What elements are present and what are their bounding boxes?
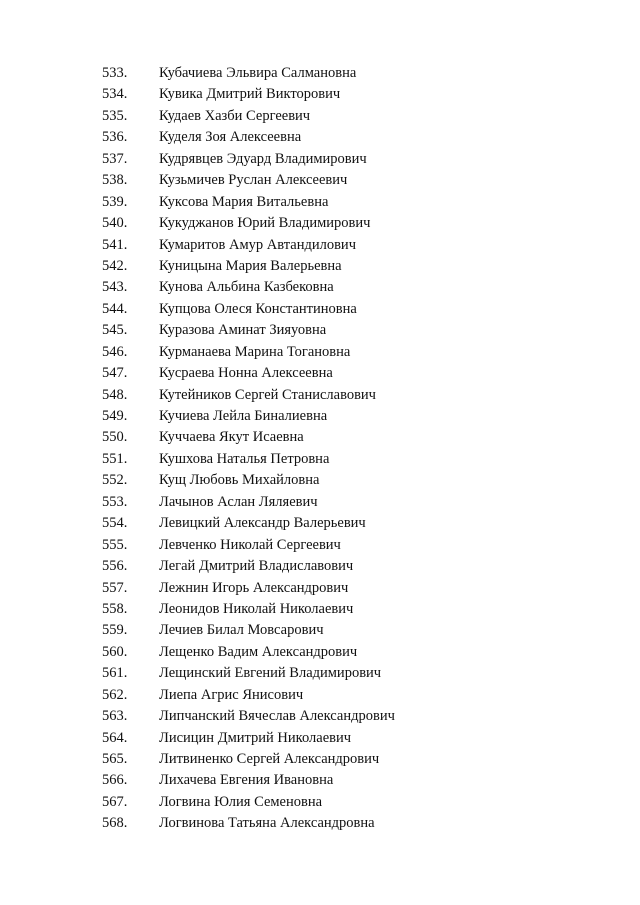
entry-number: 543. — [102, 279, 128, 296]
entry-name: Кусраева Нонна Алексеевна — [159, 365, 333, 382]
entry-name: Кукуджанов Юрий Владимирович — [159, 215, 371, 232]
entry-number: 555. — [102, 536, 128, 553]
entry-name: Курманаева Марина Тогановна — [159, 343, 351, 360]
entry-number: 540. — [102, 215, 128, 232]
entry-number: 560. — [102, 643, 128, 660]
list-item — [0, 256, 640, 277]
entry-number: 536. — [102, 129, 128, 146]
entry-name: Кубачиева Эльвира Салмановна — [159, 65, 357, 81]
entry-name: Лихачева Евгения Ивановна — [159, 772, 334, 789]
entry-number: 547. — [102, 365, 128, 382]
entry-name: Лачынов Аслан Ляляевич — [159, 493, 318, 510]
list-item — [0, 277, 640, 298]
entry-name: Лечиев Билал Мовсарович — [159, 622, 324, 639]
entry-number: 537. — [102, 150, 128, 167]
list-item — [0, 63, 640, 84]
list-item — [0, 578, 640, 599]
list-item — [0, 663, 640, 684]
list-item — [0, 535, 640, 556]
entry-name: Лисицин Дмитрий Николаевич — [159, 729, 352, 746]
name-list — [0, 63, 640, 835]
list-item — [0, 556, 640, 577]
entry-name: Логвинова Татьяна Александровна — [159, 815, 375, 832]
entry-number: 538. — [102, 172, 128, 189]
list-item — [0, 127, 640, 148]
list-item — [0, 363, 640, 384]
entry-name: Липчанский Вячеслав Александрович — [159, 708, 395, 725]
entry-number: 553. — [102, 493, 128, 510]
list-item — [0, 620, 640, 641]
list-item — [0, 320, 640, 341]
entry-number: 544. — [102, 300, 128, 317]
list-item — [0, 213, 640, 234]
entry-name: Кушхова Наталья Петровна — [159, 450, 330, 467]
entry-name: Кучиева Лейла Биналиевна — [159, 408, 328, 424]
entry-number: 556. — [102, 558, 128, 575]
entry-name: Куницына Мария Валерьевна — [159, 257, 342, 274]
entry-name: Легай Дмитрий Владиславович — [159, 558, 354, 575]
entry-number: 558. — [102, 600, 128, 617]
entry-number: 549. — [102, 408, 128, 424]
entry-number: 541. — [102, 236, 128, 253]
list-item — [0, 470, 640, 491]
entry-number: 554. — [102, 515, 128, 532]
entry-number: 565. — [102, 751, 128, 767]
entry-number: 539. — [102, 193, 128, 210]
entry-name: Кузьмичев Руслан Алексеевич — [159, 172, 348, 189]
list-item — [0, 749, 640, 770]
entry-name: Куделя Зоя Алексеевна — [159, 129, 302, 146]
entry-name: Литвиненко Сергей Александрович — [159, 751, 380, 767]
entry-name: Купцова Олеся Константиновна — [159, 300, 357, 317]
list-item — [0, 685, 640, 706]
list-item — [0, 406, 640, 427]
entry-name: Куразова Аминат Зияуовна — [159, 322, 327, 339]
list-item — [0, 342, 640, 363]
list-item — [0, 149, 640, 170]
entry-number: 552. — [102, 472, 128, 489]
entry-number: 545. — [102, 322, 128, 339]
entry-number: 567. — [102, 793, 128, 810]
list-item — [0, 192, 640, 213]
entry-name: Лиепа Агрис Янисович — [159, 686, 304, 703]
entry-name: Лещинский Евгений Владимирович — [159, 665, 382, 682]
entry-name: Логвина Юлия Семеновна — [159, 793, 323, 810]
list-item — [0, 706, 640, 727]
entry-number: 550. — [102, 429, 128, 446]
list-item — [0, 813, 640, 834]
entry-number: 535. — [102, 107, 128, 124]
entry-name: Левицкий Александр Валерьевич — [159, 515, 366, 532]
list-item — [0, 427, 640, 448]
entry-number: 568. — [102, 815, 128, 832]
list-item — [0, 84, 640, 105]
list-item — [0, 599, 640, 620]
entry-number: 534. — [102, 86, 128, 103]
entry-name: Леонидов Николай Николаевич — [159, 600, 354, 617]
list-item — [0, 449, 640, 470]
entry-name: Кудаев Хазби Сергеевич — [159, 107, 311, 124]
entry-name: Кунова Альбина Казбековна — [159, 279, 334, 296]
entry-number: 551. — [102, 450, 128, 467]
entry-name: Лежнин Игорь Александрович — [159, 579, 349, 596]
entry-name: Кудрявцев Эдуард Владимирович — [159, 150, 367, 167]
entry-number: 562. — [102, 686, 128, 703]
entry-number: 561. — [102, 665, 128, 682]
list-item — [0, 299, 640, 320]
entry-number: 542. — [102, 257, 128, 274]
entry-number: 548. — [102, 386, 128, 403]
entry-name: Куччаева Якут Исаевна — [159, 429, 304, 446]
entry-name: Кутейников Сергей Станиславович — [159, 386, 376, 403]
list-item — [0, 513, 640, 534]
list-item — [0, 170, 640, 191]
entry-number: 563. — [102, 708, 128, 725]
entry-number: 559. — [102, 622, 128, 639]
entry-name: Кущ Любовь Михайловна — [159, 472, 320, 489]
list-item — [0, 792, 640, 813]
entry-name: Левченко Николай Сергеевич — [159, 536, 341, 553]
entry-name: Кувика Дмитрий Викторович — [159, 86, 341, 103]
list-item — [0, 492, 640, 513]
list-item — [0, 106, 640, 127]
entry-number: 557. — [102, 579, 128, 596]
entry-number: 546. — [102, 343, 128, 360]
list-item — [0, 728, 640, 749]
entry-number: 566. — [102, 772, 128, 789]
list-item — [0, 385, 640, 406]
entry-number: 533. — [102, 65, 128, 81]
list-item — [0, 770, 640, 791]
entry-name: Лещенко Вадим Александрович — [159, 643, 358, 660]
list-item — [0, 642, 640, 663]
entry-name: Кумаритов Амур Автандилович — [159, 236, 356, 253]
entry-number: 564. — [102, 729, 128, 746]
entry-name: Куксова Мария Витальевна — [159, 193, 329, 210]
list-item — [0, 235, 640, 256]
